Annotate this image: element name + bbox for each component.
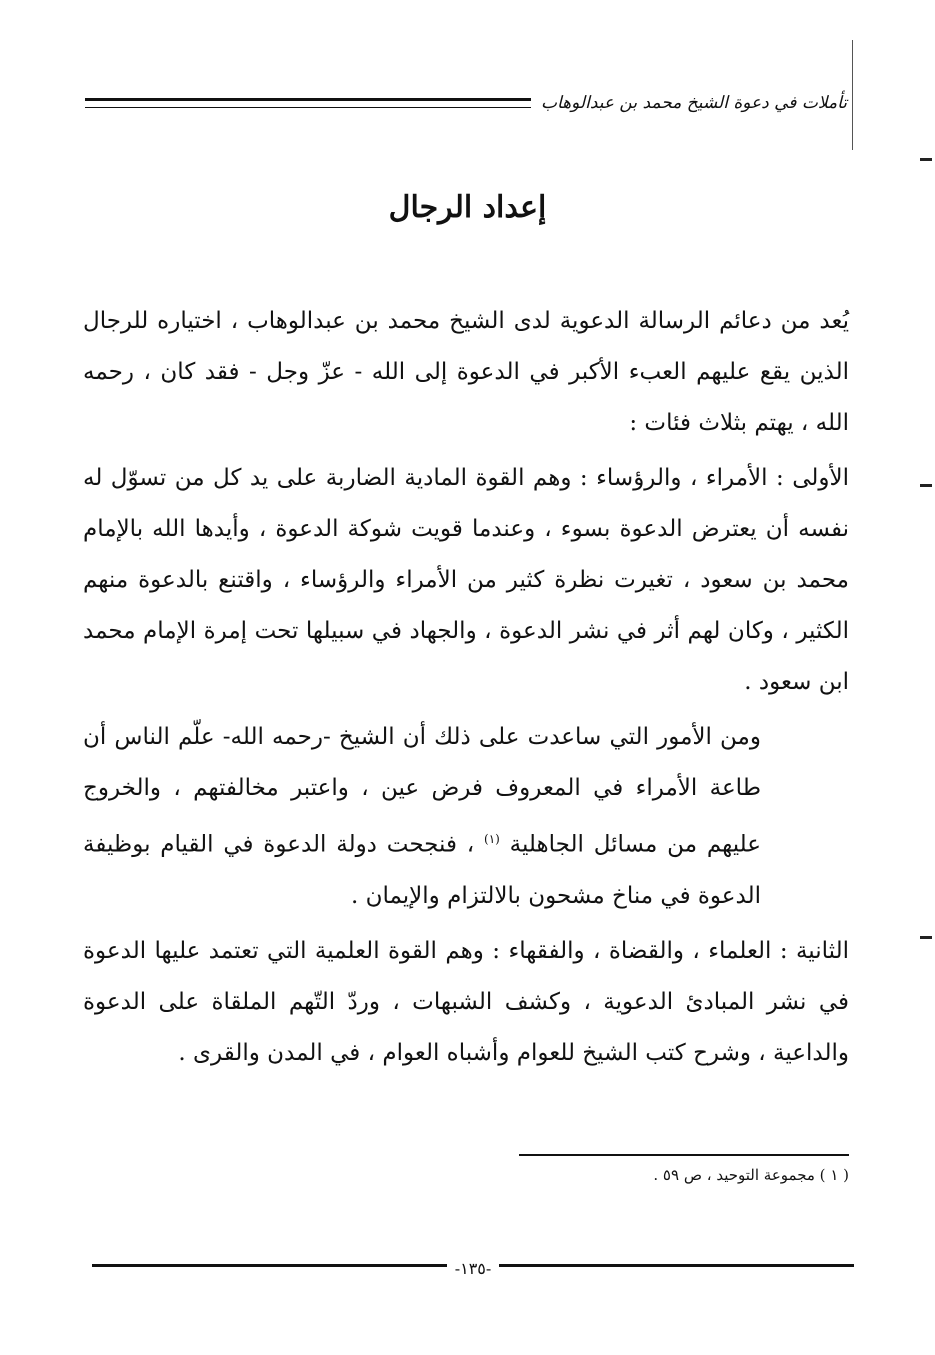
scan-margin-line xyxy=(852,40,853,150)
margin-tick xyxy=(920,158,932,161)
chapter-title: إعداد الرجال xyxy=(388,190,547,225)
margin-tick xyxy=(920,484,932,487)
obedience-text-cont: ، فنجحت دولة الدعوة في القيام بوظيفة الدعوة في مناخ مشحون بالالتزام والإيمان . xyxy=(83,831,761,909)
page-number: -١٣٥- xyxy=(454,1258,492,1278)
body-text xyxy=(83,296,849,1079)
running-title: تأملات في دعوة الشيخ محمد بن عبدالوهاب xyxy=(541,93,847,113)
footnote-marker[interactable]: (١) xyxy=(484,832,500,846)
second-category-text: وهم القوة العلمية التي تعتمد عليها الدعوة في نشر المبادئ الدعوية ، وكشف الشبهات ، وردّ التّهم الملقاة على الدعوة والداعية ، وشرح كتب الشيخ للعوام وأشباه العوام ، في المدن والقرى . xyxy=(83,937,849,1066)
header-rule xyxy=(85,98,531,108)
footer-rule-right xyxy=(499,1264,854,1272)
margin-tick xyxy=(920,936,932,939)
footer-rule-left xyxy=(92,1264,447,1272)
obedience-paragraph xyxy=(83,712,849,922)
first-category-heading: الأولى : الأمراء ، والرؤساء : xyxy=(579,465,849,491)
second-category xyxy=(83,926,849,1079)
second-category-heading: الثانية : العلماء ، والقضاة ، والفقهاء : xyxy=(492,937,849,964)
first-category xyxy=(83,453,849,708)
first-category-text: وهم القوة المادية الضاربة على يد كل من تسوّل له نفسه أن يعترض الدعوة بسوء ، وعندما قويت شوكة الدعوة ، وأيدها الله بالإمام محمد بن سعود ، تغيرت نظرة كثير من الأمراء والرؤساء ، واقتنع بالدعوة منهم الكثير ، وكان لهم أثر في نشر الدعوة ، والجهاد في سبيلها تحت إمرة الإمام محمد ابن سعود . xyxy=(83,465,849,695)
footnote: ( ١ ) مجموعة التوحيد ، ص ٥٩ . xyxy=(653,1166,849,1184)
footnote-rule xyxy=(519,1154,849,1156)
running-header xyxy=(85,88,847,118)
obedience-text: ومن الأمور التي ساعدت على ذلك أن الشيخ -رحمه الله- علّم الناس أن طاعة الأمراء في المعروف فرض عين ، واعتبر مخالفتهم ، والخروج عليهم من مسائل الجاهلية xyxy=(83,724,762,858)
page-footer xyxy=(92,1256,854,1280)
intro-paragraph: يُعد من دعائم الرسالة الدعوية لدى الشيخ محمد بن عبدالوهاب ، اختياره للرجال الذين يقع عليهم العبء الأكبر في الدعوة إلى الله - عزّ وجل - فقد كان ، رحمه الله ، يهتم بثلاث فئات : xyxy=(83,308,849,436)
